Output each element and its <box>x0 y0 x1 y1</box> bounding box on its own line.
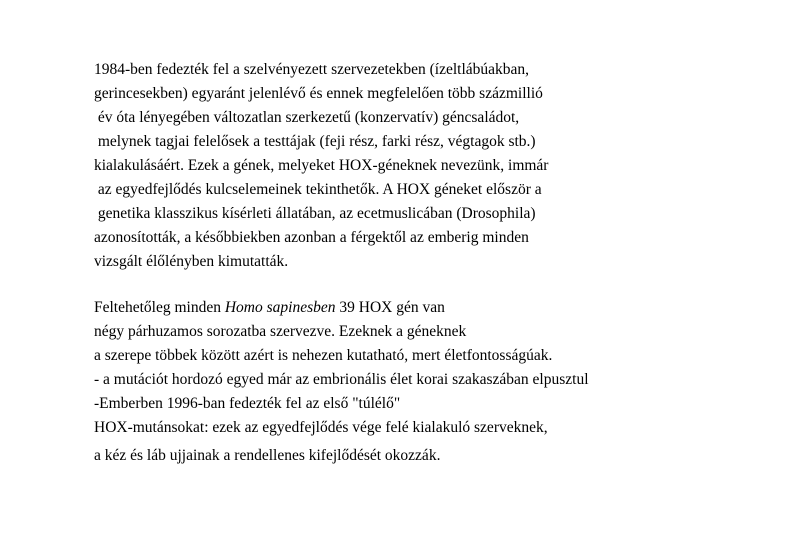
paragraph2-line-4: - a mutációt hordozó egyed már az embrionális élet korai szakaszában elpusztul <box>94 371 589 388</box>
paragraph1-line-9: vizsgált élőlényben kimutatták. <box>94 253 289 270</box>
paragraph2-line-1-prefix: Feltehetőleg minden <box>94 299 225 316</box>
paragraph2-line-1-italic: Homo sapinesben <box>224 299 336 316</box>
paragraph1-line-7: genetika klasszikus kísérleti állatában, az ecetmuslicában (Drosophila) <box>94 205 536 222</box>
paragraph2-line-1-suffix: 39 HOX gén van <box>335 299 445 316</box>
paragraph2-line-5: -Emberben 1996-ban fedezték fel az első "túlélő" <box>94 395 401 412</box>
paragraph1-line-2: gerincesekben) egyaránt jelenlévő és ennek megfelelően több százmillió <box>94 85 543 102</box>
paragraph2-line-2: négy párhuzamos sorozatba szervezve. Ezeknek a géneknek <box>94 323 467 340</box>
paragraph1-line-5: kialakulásáért. Ezek a gének, melyeket HOX-géneknek nevezünk, immár <box>94 157 549 174</box>
paragraph1-line-6: az egyedfejlődés kulcselemeinek tekinthetők. A HOX géneket először a <box>94 181 542 198</box>
paragraph1-line-4: melynek tagjai felelősek a testtájak (feji rész, farki rész, végtagok stb.) <box>94 133 536 150</box>
paragraph1-line-8: azonosították, a későbbiekben azonban a férgektől az emberig minden <box>94 229 529 246</box>
paragraph1-line-1: 1984-ben fedezték fel a szelvényezett szervezetekben (ízeltlábúakban, <box>94 61 530 78</box>
paragraph2-line-3: a szerepe többek között azért is nehezen kutatható, mert életfontosságúak. <box>94 347 553 364</box>
paragraph2-line-6: HOX-mutánsokat: ezek az egyedfejlődés vége felé kialakuló szerveknek, <box>94 419 548 436</box>
paragraph2-line-1 <box>94 298 445 318</box>
paragraph2-line-7: a kéz és láb ujjainak a rendellenes kifejlődését okozzák. <box>94 447 441 464</box>
paragraph1-line-3: év óta lényegében változatlan szerkezetű (konzervatív) géncsaládot, <box>94 109 520 126</box>
